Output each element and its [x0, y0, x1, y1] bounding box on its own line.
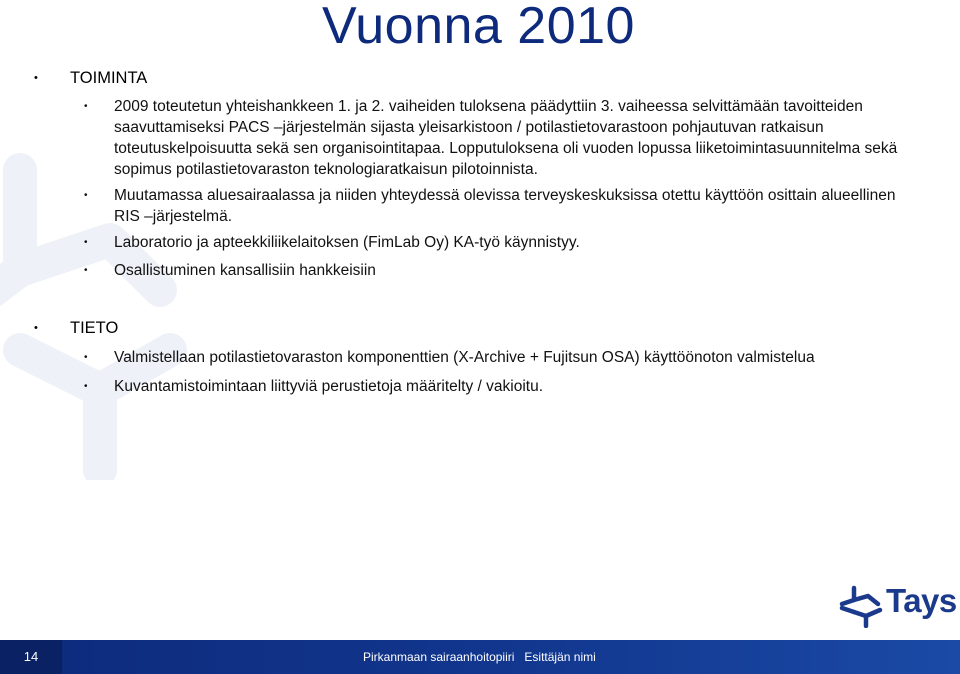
bullet-icon: • — [84, 352, 88, 363]
list-item: • 2009 toteutetun yhteishankkeen 1. ja 2. vaiheiden tuloksena päädyttiin 3. vaiheessa selvittämään tavoitteiden saavuttamiseksi PACS –järjestelmän sijasta yleisarkistoon / potilastietovarastoon pohjautuvan ratkaisun toteutuskelpoisuutta sekä sen organisointitapaa. Lopputuloksena oli vuoden lopussa liiketoimintasuunnitelma sekä sopimus potilastietovaraston teknologiaratkaisun pilotoinnista. — [84, 98, 898, 178]
bullet-icon: • — [84, 101, 88, 112]
logo-text: Tays — [886, 582, 957, 619]
list-item: • Kuvantamistoimintaan liittyviä perustietoja määritelty / vakioitu. — [84, 378, 544, 395]
footer-organization: Pirkanmaan sairaanhoitopiiri — [363, 650, 515, 664]
bullet-icon: • — [34, 72, 38, 84]
bullet-icon: • — [34, 322, 38, 334]
list-item: • Osallistuminen kansallisiin hankkeisiin — [84, 262, 376, 279]
tays-logo — [838, 582, 957, 628]
footer-bar — [0, 640, 960, 674]
footer-presenter: Esittäjän nimi — [524, 650, 596, 664]
bullet-icon: • — [84, 265, 88, 276]
list-item: • Valmistellaan potilastietovaraston komponenttien (X-Archive + Fujitsun OSA) käyttöönoton valmistelua — [84, 349, 815, 366]
list-item: • Muutamassa aluesairaalassa ja niiden yhteydessä olevissa terveyskeskuksissa otettu käyttöön osittain alueellinen RIS –järjestelmä. — [84, 187, 896, 225]
bullet-icon: • — [84, 190, 88, 201]
slide-title: Vuonna 2010 — [322, 0, 635, 55]
page-number: 14 — [0, 640, 62, 674]
footer-text — [363, 640, 606, 674]
bullet-icon: • — [84, 237, 88, 248]
list-item: • Laboratorio ja apteekkiliikelaitoksen (FimLab Oy) KA-työ käynnistyy. — [84, 234, 580, 251]
bullet-icon: • — [84, 381, 88, 392]
tays-cross-icon — [838, 584, 884, 628]
